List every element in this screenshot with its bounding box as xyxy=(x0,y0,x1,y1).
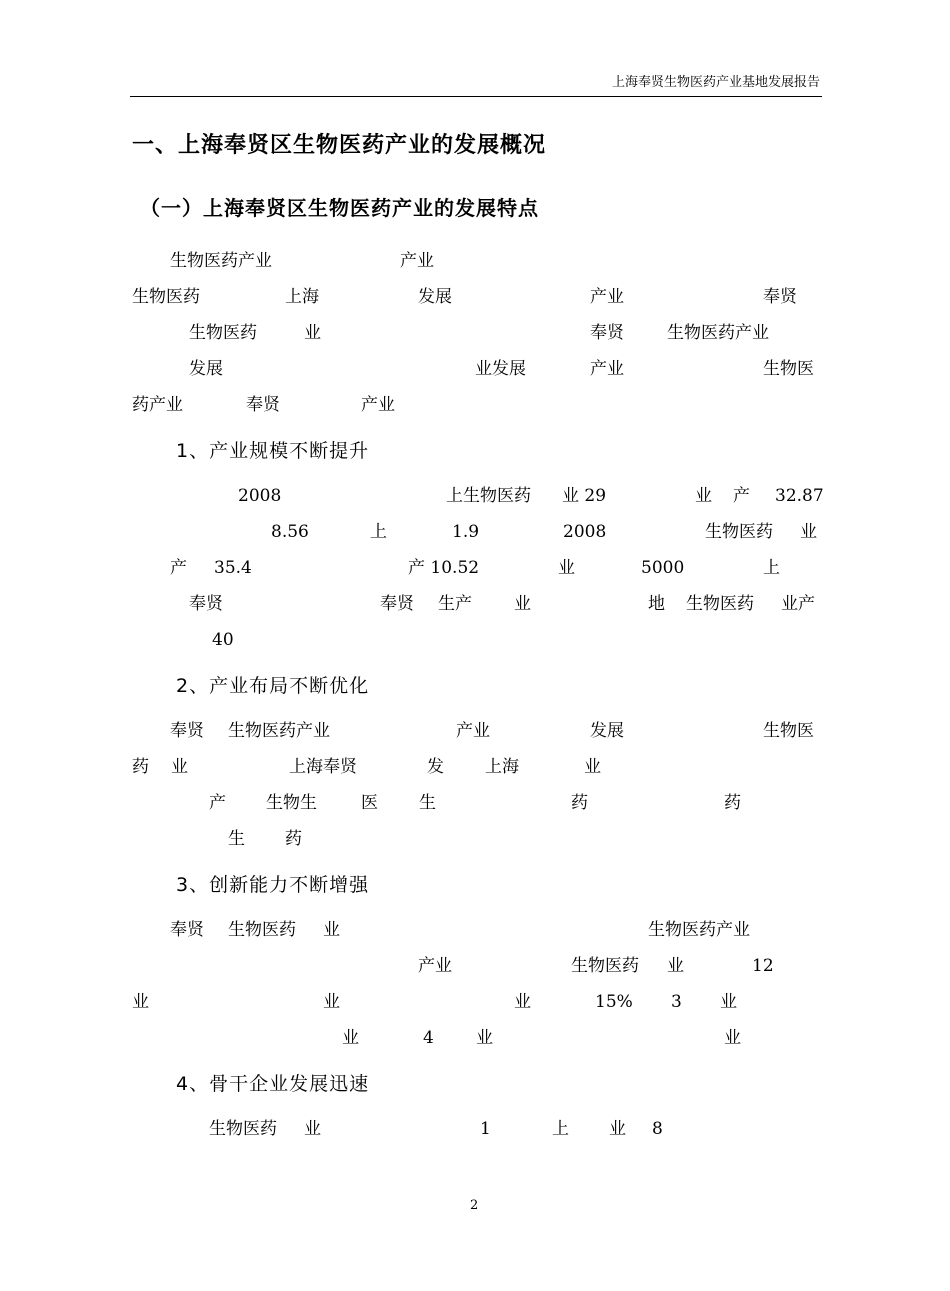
text-fragment: 2008 xyxy=(563,522,607,542)
section-title: 一、上海奉贤区生物医药产业的发展概况 xyxy=(132,133,547,158)
text-fragment: 奉贤 xyxy=(590,323,624,343)
text-fragment: 药 xyxy=(132,757,149,777)
text-fragment: 奉贤 xyxy=(189,594,223,614)
header-rule xyxy=(130,96,822,97)
paragraph-line xyxy=(0,1026,950,1050)
text-fragment: 奉贤 xyxy=(246,395,280,415)
running-header: 上海奉贤生物医药产业基地发展报告 xyxy=(611,75,820,90)
text-fragment: 40 xyxy=(212,630,234,650)
text-fragment: 药 xyxy=(285,829,302,849)
text-fragment: 业 xyxy=(323,920,340,940)
paragraph-line xyxy=(0,592,950,616)
text-fragment: 药 xyxy=(571,793,588,813)
text-fragment: 地 xyxy=(648,594,665,614)
text-fragment: 32.87 xyxy=(775,486,824,506)
text-fragment: 业 xyxy=(304,323,321,343)
text-fragment: 发展 xyxy=(590,721,624,741)
text-fragment: 发 xyxy=(427,757,444,777)
paragraph-line xyxy=(0,556,950,580)
paragraph-line xyxy=(0,628,950,652)
text-fragment: 奉贤 xyxy=(170,721,204,741)
text-fragment: 生 xyxy=(419,793,436,813)
text-fragment: 生物医药 xyxy=(209,1119,277,1139)
text-fragment: 业 xyxy=(720,992,737,1012)
text-fragment: 业 xyxy=(514,594,531,614)
paragraph-line xyxy=(0,285,950,309)
text-fragment: 生物医药产业 xyxy=(170,251,272,271)
paragraph-line xyxy=(0,918,950,942)
text-fragment: 业产 xyxy=(781,594,815,614)
item-title: 3、创新能力不断增强 xyxy=(176,874,370,896)
text-fragment: 业 xyxy=(132,992,149,1012)
text-fragment: 业 xyxy=(171,757,188,777)
text-fragment: 奉贤 xyxy=(170,920,204,940)
item-title: 4、骨干企业发展迅速 xyxy=(176,1073,370,1095)
item-title: 2、产业布局不断优化 xyxy=(176,675,370,697)
text-fragment: 1.9 xyxy=(452,522,480,542)
text-fragment: 上海奉贤 xyxy=(289,757,357,777)
text-fragment: 发展 xyxy=(418,287,452,307)
paragraph-line xyxy=(0,791,950,815)
text-fragment: 12 xyxy=(752,956,774,976)
text-fragment: 产业 xyxy=(590,287,624,307)
text-fragment: 药 xyxy=(724,793,741,813)
text-fragment: 药产业 xyxy=(132,395,183,415)
text-fragment: 产业 xyxy=(418,956,452,976)
text-fragment: 业 xyxy=(667,956,684,976)
text-fragment: 业 xyxy=(476,1028,493,1048)
text-fragment: 上 xyxy=(763,558,780,578)
text-fragment: 产 10.52 xyxy=(408,558,480,578)
text-fragment: 35.4 xyxy=(214,558,252,578)
text-fragment: 业 xyxy=(800,522,817,542)
text-fragment: 产业 xyxy=(590,359,624,379)
text-fragment: 生物医药 xyxy=(571,956,639,976)
text-fragment: 上生物医药 xyxy=(446,486,531,506)
text-fragment: 业 xyxy=(323,992,340,1012)
text-fragment: 生物医药产业 xyxy=(228,721,330,741)
paragraph-line xyxy=(0,520,950,544)
paragraph-line xyxy=(0,990,950,1014)
text-fragment: 业 xyxy=(584,757,601,777)
paragraph-line xyxy=(0,357,950,381)
text-fragment: 5000 xyxy=(641,558,685,578)
text-fragment: 产 xyxy=(209,793,226,813)
text-fragment: 生产 xyxy=(438,594,472,614)
text-fragment: 业 29 xyxy=(562,486,607,506)
text-fragment: 上海 xyxy=(285,287,319,307)
text-fragment: 生物医药 xyxy=(189,323,257,343)
paragraph-line xyxy=(0,1117,950,1141)
text-fragment: 2008 xyxy=(238,486,282,506)
paragraph-line xyxy=(0,719,950,743)
text-fragment: 业 xyxy=(304,1119,321,1139)
text-fragment: 业发展 xyxy=(475,359,526,379)
text-fragment: 8.56 xyxy=(271,522,309,542)
text-fragment: 医 xyxy=(361,793,378,813)
text-fragment: 上海 xyxy=(485,757,519,777)
item-title: 1、产业规模不断提升 xyxy=(176,440,370,462)
paragraph-line xyxy=(0,954,950,978)
paragraph-line xyxy=(0,484,950,508)
page-number: 2 xyxy=(470,1198,479,1213)
text-fragment: 业 xyxy=(514,992,531,1012)
text-fragment: 15% xyxy=(595,992,633,1012)
text-fragment: 3 xyxy=(671,992,682,1012)
text-fragment: 上 xyxy=(370,522,387,542)
text-fragment: 生物医药产业 xyxy=(648,920,750,940)
paragraph-line xyxy=(0,249,950,273)
text-fragment: 4 xyxy=(423,1028,434,1048)
text-fragment: 奉贤 xyxy=(380,594,414,614)
text-fragment: 生物医药 xyxy=(686,594,754,614)
text-fragment: 业 xyxy=(724,1028,741,1048)
subsection-title: （一）上海奉贤区生物医药产业的发展特点 xyxy=(140,196,539,220)
paragraph-line xyxy=(0,321,950,345)
text-fragment: 1 xyxy=(480,1119,491,1139)
text-fragment: 生物医 xyxy=(763,359,814,379)
text-fragment: 上 xyxy=(552,1119,569,1139)
text-fragment: 业 xyxy=(695,486,712,506)
text-fragment: 奉贤 xyxy=(763,287,797,307)
text-fragment: 生物生 xyxy=(266,793,317,813)
text-fragment: 生物医药 xyxy=(228,920,296,940)
text-fragment: 生物医药产业 xyxy=(667,323,769,343)
text-fragment: 产业 xyxy=(361,395,395,415)
text-fragment: 产业 xyxy=(456,721,490,741)
text-fragment: 发展 xyxy=(189,359,223,379)
text-fragment: 8 xyxy=(652,1119,663,1139)
paragraph-line xyxy=(0,755,950,779)
text-fragment: 生物医药 xyxy=(705,522,773,542)
text-fragment: 业 xyxy=(558,558,575,578)
text-fragment: 生物医 xyxy=(763,721,814,741)
text-fragment: 产 xyxy=(733,486,750,506)
text-fragment: 产 xyxy=(170,558,187,578)
paragraph-line xyxy=(0,827,950,851)
text-fragment: 生 xyxy=(228,829,245,849)
paragraph-line xyxy=(0,393,950,417)
text-fragment: 业 xyxy=(609,1119,626,1139)
text-fragment: 生物医药 xyxy=(132,287,200,307)
text-fragment: 产业 xyxy=(400,251,434,271)
text-fragment: 业 xyxy=(342,1028,359,1048)
